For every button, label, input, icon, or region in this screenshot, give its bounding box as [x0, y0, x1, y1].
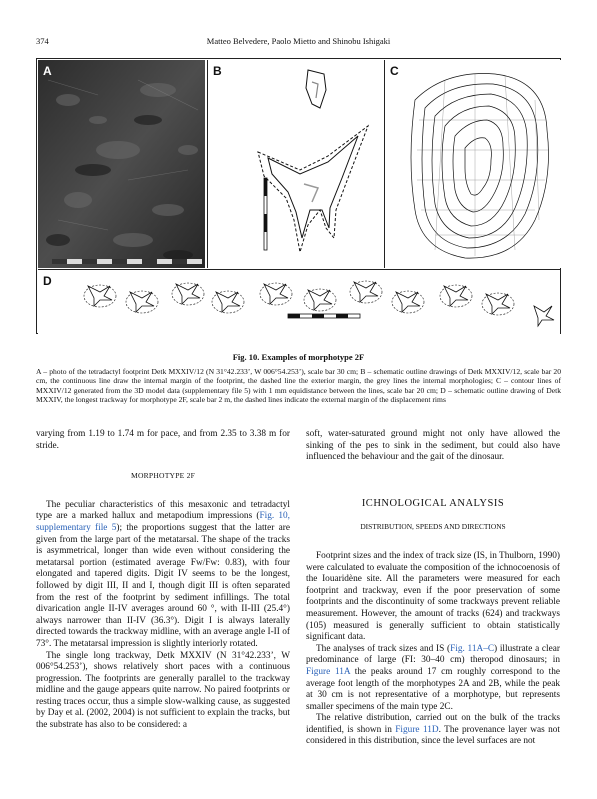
- running-header: [36, 34, 561, 48]
- paragraph-text: The peculiar characteristics of this mesaxonic and tetradactyl type are a marked hallux and metapodium impressions (: [36, 499, 290, 522]
- panel-label-c: C: [390, 64, 399, 78]
- scale-bar-b: [264, 178, 267, 250]
- paragraph: soft, water-saturated ground might not only have allowed the sinking of the pes to sink in the sediment, but could also have influenced the behaviour and the gait of the dinosaur.: [306, 429, 560, 463]
- figure-10: [36, 58, 561, 334]
- paragraph: Footprint sizes and the index of track size (IS, in Thulborn, 1990) were calculated to evaluate the composition of the ichnocoenosis of the Iouaridène site. All the parameters were measured for each footprint and trackway, even if the poor preservation of some footprints and the discontinuity of some trackways prevent reliable measurement. However, the amount of tracks (624) and trackways (105) measured is generally sufficient to obtain statistically significant data.: [306, 550, 560, 643]
- panel-b-outline: [207, 60, 384, 268]
- paragraph-text: . The provenance layer was not considered in this distribution, since the level surfaces are not: [306, 724, 560, 747]
- figure-title: Fig. 10. Examples of morphotype 2F: [232, 352, 365, 362]
- panel-label-b: B: [213, 64, 222, 78]
- right-column: [306, 429, 560, 748]
- contour-line-drawing: [385, 60, 561, 268]
- left-column: [36, 429, 290, 732]
- panel-c-contours: [384, 60, 561, 268]
- paragraph-text: ); the proportions suggest that the latter are given from the large part of the metatarsal. The shape of the tracks is asymmetrical, longer than wide even without considering the metatarsal portion (estimated average Fw/Fw: 0.83), with four elongated and tapered digits. Digit IV seems to be the longest, followed by digit III, II and I, though digit III is often separated from the rest of the footprint by sediment infillings. The total divarication angle II-IV averages around 60 °, with II-III (25.4°) always narrower than II-IV (36.3°). Digit I is always laterally directed towards the trackway midline, with an average angle I-II of 73°. The metatarsal impression is slightly interiorly rotated.: [36, 522, 291, 649]
- figure-link[interactable]: Fig. 10, supplementary file 5: [36, 511, 290, 533]
- panel-d-trackway: [38, 269, 560, 334]
- footprint-photo: [38, 60, 205, 268]
- figure-link[interactable]: Figure 11A: [306, 666, 351, 677]
- paragraph: [306, 644, 560, 714]
- footprint-outline-drawing: [208, 60, 384, 268]
- figure-link[interactable]: Fig. 11A–C: [450, 643, 495, 654]
- paragraph-text: the peaks around 17 cm roughly correspond to the average foot length of the morphotypes 2A and 2B, while the peak at 30 cm is not representative of a morphotype, but represents smaller specimens of the main type 2C.: [306, 666, 561, 712]
- paragraph: varying from 1.19 to 1.74 m for pace, and from 2.35 to 3.38 m for stride.: [36, 429, 290, 451]
- section-heading-ichnological-analysis: ICHNOLOGICAL ANALYSIS: [361, 497, 505, 509]
- paragraph-text: ) illustrate a clear predominance of large (FI: 30–40 cm) theropod dinosaurs; in: [306, 643, 560, 666]
- panel-label-a: A: [43, 64, 52, 78]
- scale-bar-a: [52, 259, 202, 264]
- section-heading-morphotype-2f: MORPHOTYPE 2F: [131, 471, 195, 481]
- running-authors: Matteo Belvedere, Paolo Mietto and Shinobu Ishigaki: [206, 36, 391, 46]
- paragraph-text: The analyses of track sizes and IS (: [316, 643, 451, 654]
- page-number: 374: [36, 36, 49, 46]
- paragraph: The single long trackway, Detk MXXIV (N 31°42.233’, W 006°54.253’), shows relatively short paces with a continuous progression. The footprints are generally parallel to the trackway midline and the gauge appears quite narrow. No paired footprints or resting traces occur, thus a simple slow-walking cause, as suggested by Day et al. (2002, 2004) is not sufficient to explain the tracks, but the substrate has also to be considered: a: [36, 650, 290, 731]
- subsection-heading-distribution: DISTRIBUTION, SPEEDS AND DIRECTIONS: [360, 522, 506, 532]
- paragraph: [306, 713, 560, 748]
- panel-label-d: D: [43, 274, 52, 288]
- paragraph-text: The relative distribution, carried out on the bulk of the tracks identified, is shown in: [306, 713, 560, 735]
- trackway-outline-drawing: [38, 270, 560, 334]
- panel-a-photo: [38, 60, 205, 268]
- figure-caption: A – photo of the tetradactyl footprint Detk MXXIV/12 (N 31°42.233’, W 006°54.253’), scale bar 30 cm; B – schematic outline drawings of Detk MXXIV/12, scale bar 20 cm, the continuous line draw the internal margin of the footprint, the dashed line the exterior margin, the grey lines the internal morphologies; C – contour lines of MXXIV/12 generated from the 3D model data (supplementary file 5) with 1 mm equidistance between the lines, scale bar 20 cm; D – schematic outline drawing of Detk MXXIV, the longest trackway for morphotype 2F, scale bar 2 m, the dashed lines indicate the external margin of the displacement rims: [36, 367, 561, 405]
- paragraph: [36, 500, 290, 651]
- figure-link[interactable]: Figure 11D: [395, 724, 439, 735]
- scale-bar-d: [288, 314, 360, 318]
